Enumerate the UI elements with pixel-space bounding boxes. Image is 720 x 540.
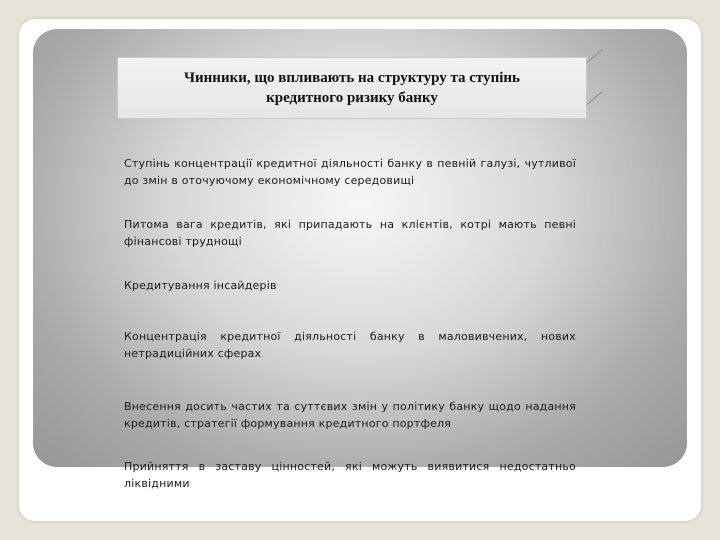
slide-title: Чинники, що впливають на структуру та ступінь кредитного ризику банку: [184, 70, 520, 106]
factor-item-4: Концентрація кредитної діяльності банку в маловивчених, нових нетрадиційних сферах: [124, 330, 576, 360]
factor-item-2: Питома вага кредитів, які припадають на клієнтів, котрі мають певні фінансові труднощі: [124, 218, 576, 248]
factor-item-6: Прийняття в заставу цінностей, які можуть виявитися недостатньо ліквідними: [124, 460, 576, 490]
factor-item-5: Внесення досить частих та суттєвих змін у політику банку щодо надання кредитів, стратегії формування кредитного портфеля: [124, 400, 576, 430]
title-box: [117, 57, 587, 119]
factor-item-1: Ступінь концентрації кредитної діяльності банку в певній галузі, чутливої до змін в оточуючому економічному середовищі: [124, 157, 576, 187]
factor-item-3: Кредитування інсайдерів: [124, 279, 277, 292]
